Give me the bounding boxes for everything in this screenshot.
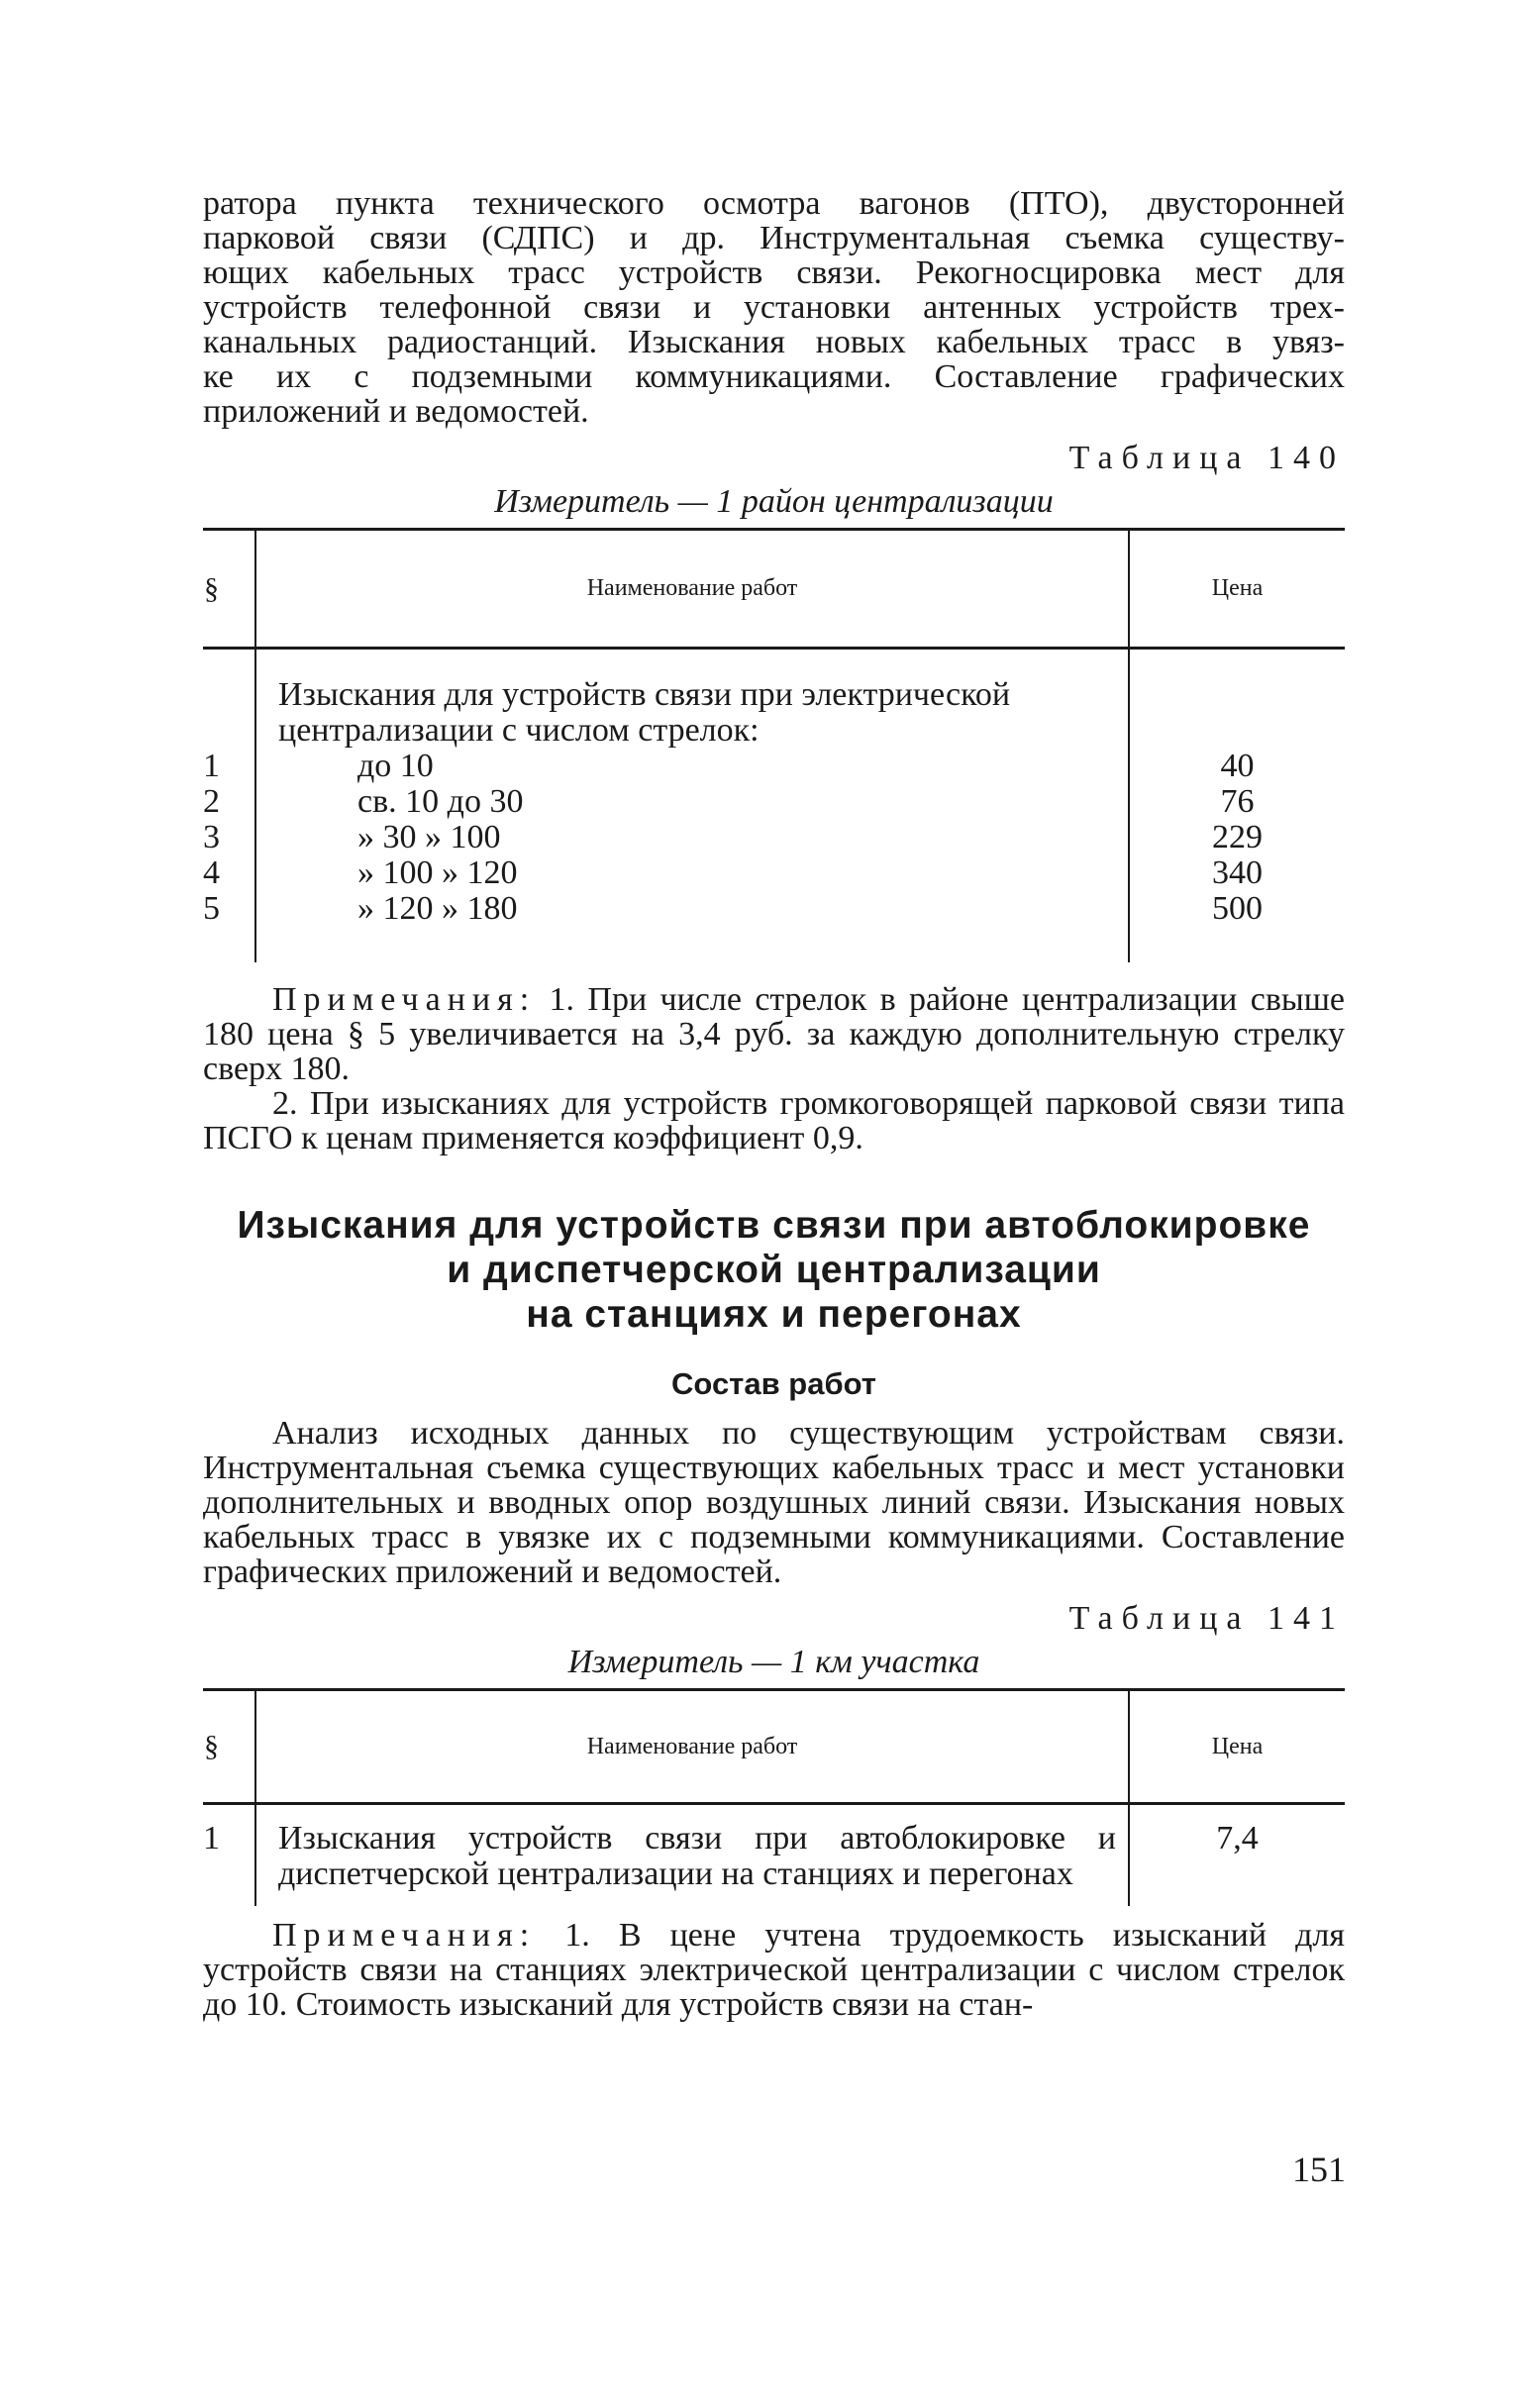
row-name: » 120 » 180 [357, 890, 518, 927]
row-name: св. 10 до 30 [357, 783, 524, 820]
intro-line: приложений и ведомостей. [203, 393, 589, 430]
row-number: 4 [203, 855, 255, 891]
note-1: 1. В цене учтена трудоемкость изысканий для устройств связи на станциях электрической централизации с числом стрелок до 10. Стоимость изысканий для устройств связи на стан- [203, 1917, 1346, 2023]
row-number: 1 [203, 749, 255, 784]
row-price: 7,4 [1216, 1820, 1259, 1856]
row-price: 40 [1220, 748, 1255, 784]
section-body: Анализ исходных данных по существующим устройствам связи. Инструментальная съемка существующих кабельных трасс и мест установки дополнительных и вводных опор воздушных линий связи. Изыскания новых кабельных трасс в увязке их с подземными коммуникациями. Составление графических приложений и ведомостей. [203, 1415, 1345, 1590]
section-subtitle: Состав работ [671, 1366, 876, 1401]
row-name: » 30 » 100 [357, 819, 501, 855]
table-row [203, 820, 1345, 855]
section-title-line: и диспетчерской централизации [447, 1249, 1101, 1291]
intro-line: ке их с подземными коммуникациями. Составление графических [203, 358, 1345, 395]
row-price: 76 [1220, 783, 1255, 820]
note-1: 1. При числе стрелок в районе централизации свыше 180 цена § 5 увеличивается на 3,4 руб. за каждую дополнительную стрелку сверх 180. [203, 981, 1345, 1087]
row-price: 340 [1212, 854, 1263, 891]
table-row [203, 784, 1345, 820]
table-row [203, 891, 1345, 927]
table-140-notes [203, 982, 1345, 1086]
section-title-line: на станциях и перегонах [526, 1293, 1022, 1336]
header-section-sign: § [203, 530, 255, 649]
header-work-name: Наименование работ [255, 1690, 1129, 1804]
table-140-caption: Таблица 140 [1068, 440, 1345, 476]
row-name: » 100 » 120 [357, 854, 518, 891]
note-2: 2. При изысканиях для устройств громкоговорящей парковой связи типа ПСГО к ценам применяется коэффициент 0,9. [203, 1085, 1345, 1156]
intro-line: канальных радиостанций. Изыскания новых кабельных трасс в увяз- [203, 324, 1345, 360]
table-row [203, 749, 1345, 784]
row-number: 2 [203, 784, 255, 820]
row-name: Изыскания устройств связи при автоблокировке и диспетчерской централизации на станциях и перегонах [255, 1821, 1129, 1892]
section-title [203, 1203, 1345, 1337]
section-title-line: Изыскания для устройств связи при автоблокировке [237, 1204, 1311, 1247]
intro-line: ющих кабельных трасс устройств связи. Рекогносцировка мест для [203, 254, 1345, 291]
row-number: 5 [203, 891, 255, 927]
notes-label: Примечания: [272, 981, 537, 1018]
table-141-notes [203, 1918, 1345, 2022]
table-140 [203, 528, 1345, 962]
table-141-caption: Таблица 141 [1068, 1600, 1345, 1637]
table-140-measure: Измеритель — 1 район централизации [494, 483, 1054, 520]
row-price: 500 [1212, 890, 1263, 927]
header-work-name: Наименование работ [255, 530, 1129, 649]
table-row [203, 1821, 1345, 1892]
header-section-sign: § [203, 1690, 255, 1804]
intro-paragraph [203, 186, 1345, 429]
row-number: 3 [203, 820, 255, 855]
page-number: 151 [1292, 2150, 1346, 2189]
row-price: 229 [1212, 819, 1263, 855]
row-name: до 10 [357, 748, 434, 784]
table-140-intro: Изыскания для устройств связи при электрической централизации с числом стрелок: [255, 677, 1129, 749]
page-content [203, 186, 1345, 2022]
notes-label: Примечания: [272, 1917, 537, 1954]
row-number: 1 [203, 1821, 255, 1892]
header-price: Цена [1129, 530, 1345, 649]
intro-line: устройств телефонной связи и установки антенных устройств трех- [203, 289, 1345, 326]
table-row [203, 855, 1345, 891]
intro-line: ратора пункта технического осмотра вагонов (ПТО), двусторонней [203, 185, 1345, 222]
intro-line: парковой связи (СДПС) и др. Инструментальная съемка существу- [203, 220, 1345, 256]
table-141-measure: Измеритель — 1 км участка [567, 1644, 980, 1680]
header-price: Цена [1129, 1690, 1345, 1804]
table-141 [203, 1688, 1345, 1906]
